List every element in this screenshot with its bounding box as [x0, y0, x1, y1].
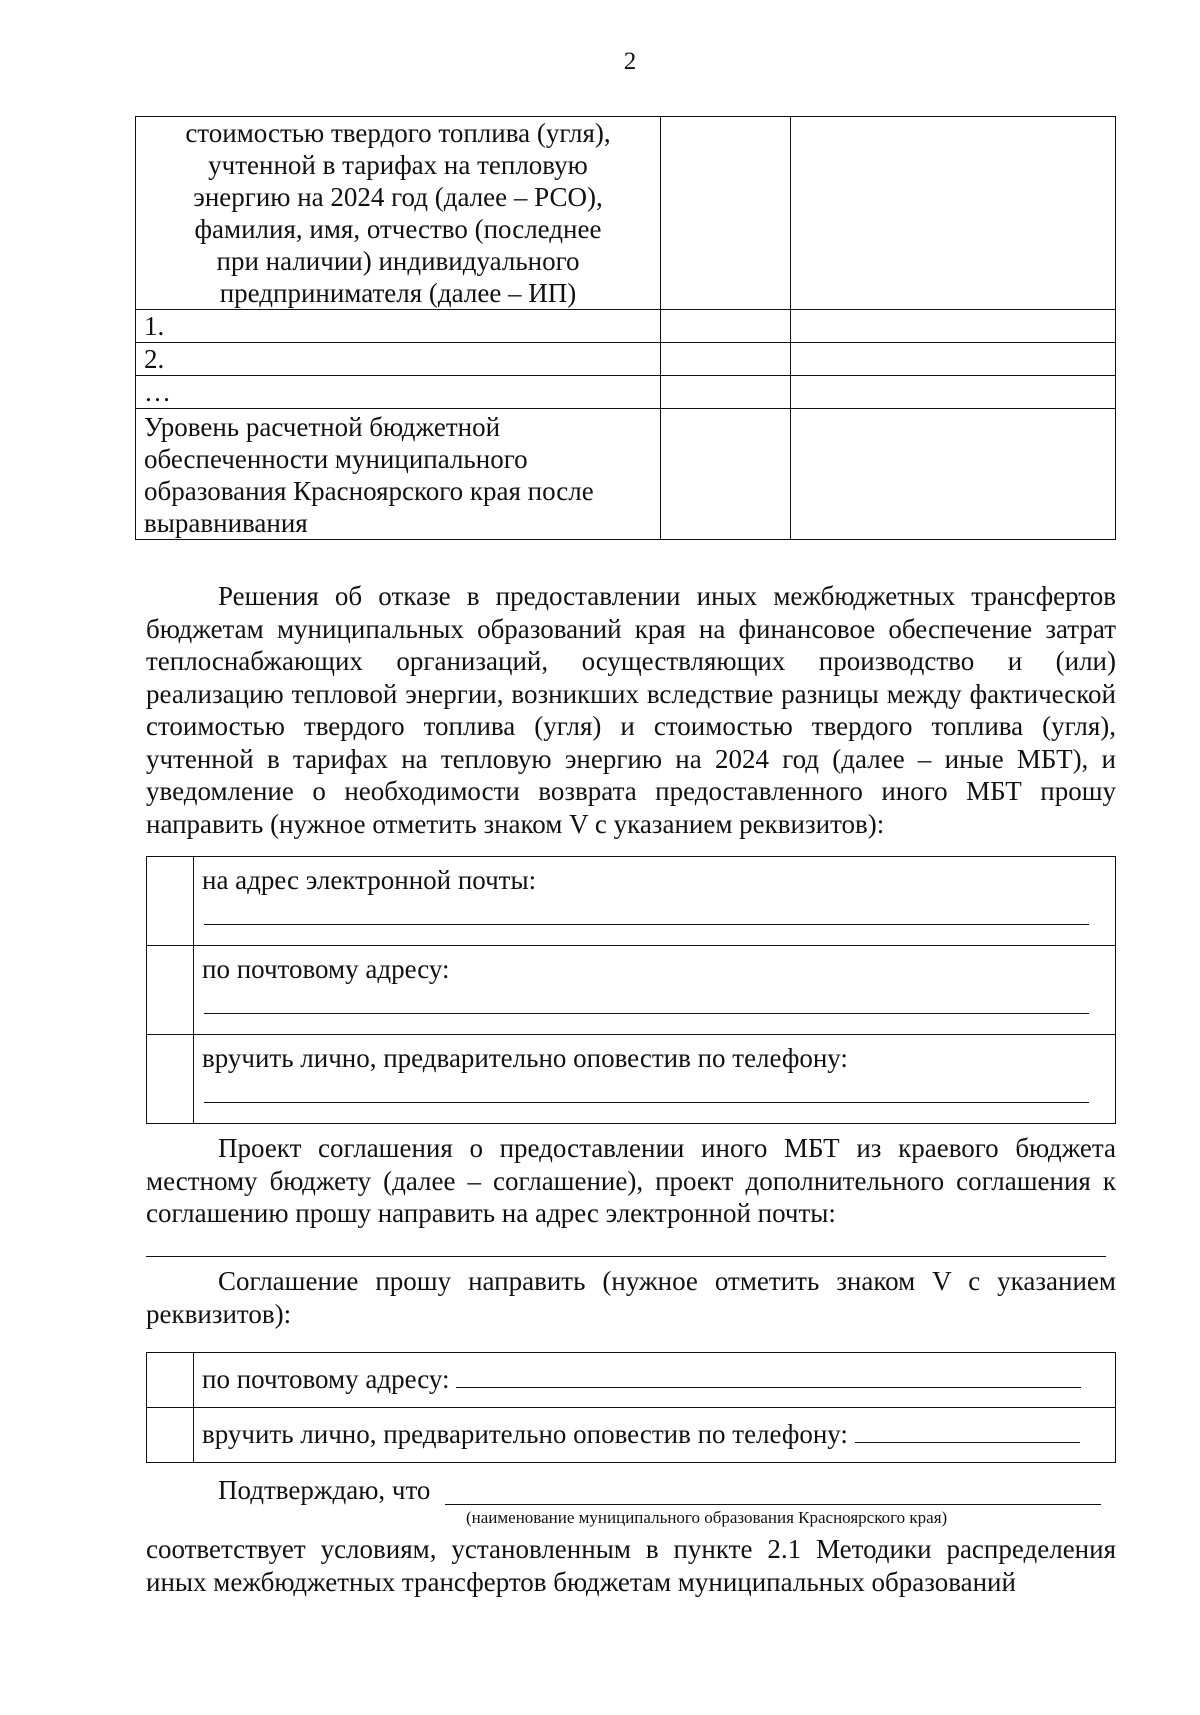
table-row	[136, 376, 1116, 409]
checkbox-postal[interactable]	[147, 946, 194, 1035]
row-number: 2.	[136, 343, 661, 376]
option-label: по почтовому адресу:	[202, 1364, 450, 1394]
row-ellipsis: …	[136, 376, 661, 409]
confirm-label: Подтверждаю, что	[218, 1475, 431, 1505]
checkbox-email[interactable]	[147, 857, 194, 946]
checkbox-postal-2[interactable]	[147, 1353, 194, 1408]
option-cell	[194, 1408, 1116, 1463]
option-cell	[194, 1353, 1116, 1408]
agreement-options-table	[146, 1352, 1116, 1463]
budget-level-line: Уровень расчетной бюджетной	[144, 412, 501, 442]
phone-field-line[interactable]	[204, 1102, 1089, 1103]
postal-field-line[interactable]	[204, 1013, 1089, 1014]
table-cell[interactable]	[661, 117, 791, 310]
table-cell[interactable]	[661, 310, 791, 343]
option-label: на адрес электронной почты:	[202, 865, 537, 895]
header-line: учтенной в тарифах на тепловую	[208, 150, 588, 180]
postal-field-line[interactable]	[456, 1363, 1081, 1388]
option-label: вручить лично, предварительно оповестив по телефону:	[202, 1043, 848, 1073]
draft-agreement-paragraph: Проект соглашения о предоставлении иного МБТ из краевого бюджета местному бюджету (далее – соглашение), проект дополнительного соглашения к соглашению прошу направить на адрес электронной почты:	[146, 1133, 1116, 1228]
municipality-caption: (наименование муниципального образования Красноярского края)	[466, 1508, 948, 1527]
header-line: при наличии) индивидуального	[216, 246, 580, 276]
recipients-table	[135, 116, 1116, 540]
checkbox-in-person-2[interactable]	[147, 1408, 194, 1463]
municipality-name-line[interactable]	[445, 1504, 1101, 1505]
table-row	[136, 409, 1116, 540]
option-label: вручить лично, предварительно оповестив по телефону:	[202, 1419, 848, 1449]
refusal-paragraph: Решения об отказе в предоставлении иных межбюджетных трансфертов бюджетам муниципальных образований края на финансовое обеспечение затрат теплоснабжающих организаций, осуществляющих производство и (или) реализацию тепловой энергии, возникших вследствие разницы между фактической стоимостью твердого топлива (угля) и стоимостью твердого топлива (угля), учтенной в тарифах на тепловую энергию на 2024 год (далее – иные МБТ), и уведомление о необходимости возврата предоставленного иного МБТ прошу направить (нужное отметить знаком V с указанием реквизитов):	[146, 581, 1116, 839]
table-cell[interactable]	[661, 409, 791, 540]
option-label: по почтовому адресу:	[202, 954, 450, 984]
table-row	[136, 310, 1116, 343]
table-row	[136, 117, 1116, 310]
table-cell[interactable]	[791, 310, 1116, 343]
option-row	[147, 1035, 1116, 1124]
table-cell[interactable]	[791, 117, 1116, 310]
checkbox-in-person[interactable]	[147, 1035, 194, 1124]
table-cell[interactable]	[791, 343, 1116, 376]
agreement-send-paragraph: Соглашение прошу направить (нужное отметить знаком V с указанием реквизитов):	[146, 1266, 1116, 1329]
option-row	[147, 1353, 1116, 1408]
table-cell[interactable]	[791, 409, 1116, 540]
row-number: 1.	[136, 310, 661, 343]
header-line: энергию на 2024 год (далее – РСО),	[193, 182, 603, 212]
option-row	[147, 857, 1116, 946]
email-field-line[interactable]	[204, 924, 1089, 925]
table-cell[interactable]	[661, 343, 791, 376]
table-header-cell	[136, 117, 661, 310]
option-row	[147, 1408, 1116, 1463]
option-cell	[194, 857, 1116, 946]
header-line: фамилия, имя, отчество (последнее	[194, 214, 602, 244]
agreement-email-line[interactable]	[146, 1256, 1106, 1257]
conformity-paragraph: соответствует условиям, установленным в пункте 2.1 Методики распределения иных межбюджетных трансфертов бюджетам муниципальных образований	[146, 1534, 1116, 1597]
budget-level-line: обеспеченности муниципального	[144, 444, 528, 474]
table-row	[136, 343, 1116, 376]
header-line: предпринимателя (далее – ИП)	[219, 278, 577, 308]
budget-level-cell	[136, 409, 661, 540]
page-number: 2	[623, 48, 637, 75]
budget-level-line: выравнивания	[144, 508, 308, 538]
option-cell	[194, 946, 1116, 1035]
table-cell[interactable]	[791, 376, 1116, 409]
option-cell	[194, 1035, 1116, 1124]
option-row	[147, 946, 1116, 1035]
header-line: стоимостью твердого топлива (угля),	[185, 118, 611, 148]
phone-field-line[interactable]	[855, 1418, 1080, 1443]
budget-level-line: образования Красноярского края после	[144, 476, 594, 506]
table-cell[interactable]	[661, 376, 791, 409]
notification-options-table	[146, 856, 1116, 1124]
